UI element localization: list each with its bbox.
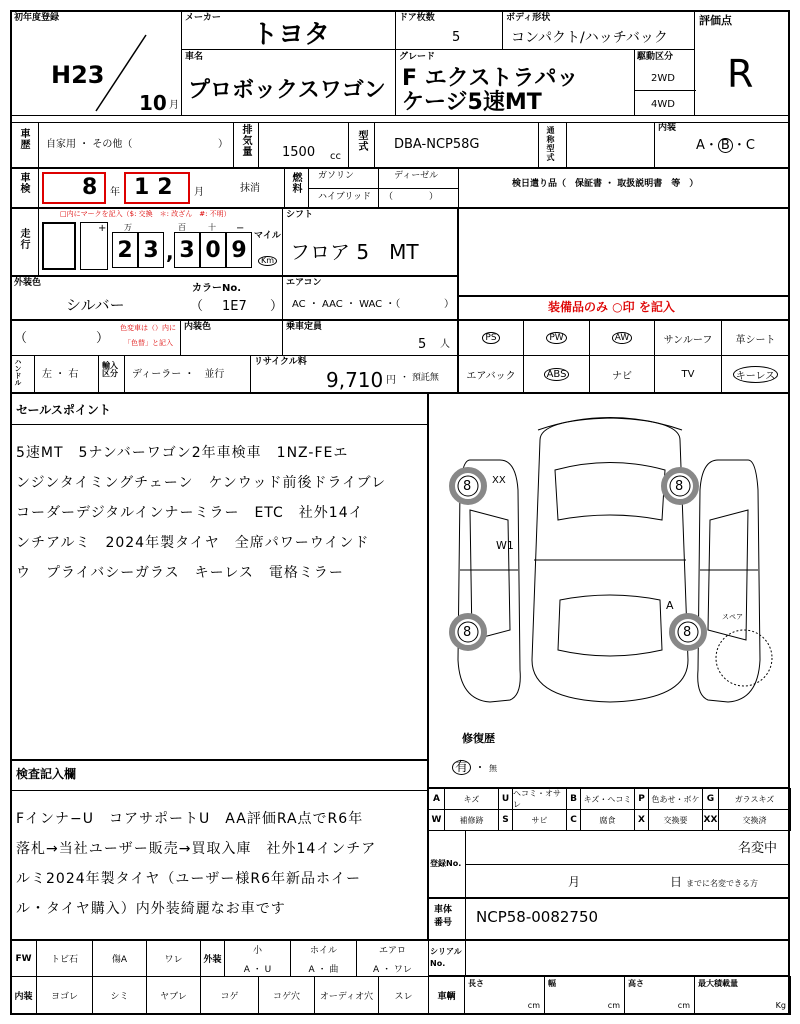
doors-value: 5 [452,30,461,45]
equip-abs: ABS [523,355,590,393]
equip-keyless: キーレス [721,355,790,393]
mark-a: A [666,599,674,612]
year-unit: 年 [110,187,120,198]
ac-close: ） [444,299,454,310]
comma: , [166,240,174,264]
ac-value: AC ・ AAC ・ WAC ・（ [292,299,401,310]
int-cell-shimi: シミ [92,976,147,1015]
sales-line-1: 5速MT 5ナンバーワゴン2年車検車 1NZ-FEエ [16,445,349,461]
sales-line-3: コーダーデジタルインナーミラー ETC 社外14イ [16,505,364,521]
notes-line-3: ルミ2024年製タイヤ（ユーザー様R6年新品ホイー [16,871,361,887]
note-red-2: 「色替」と記入 [124,339,173,347]
erased: 抹消 [240,183,260,194]
fuel-label: 燃料 [290,172,301,194]
int-paren-open: （ [14,331,28,346]
drive-4wd: 4WD [651,99,675,110]
int-cell-size_label: 車輌 [428,976,465,1015]
displacement-value: 1500 [282,145,316,160]
minus-mark: − [236,223,245,234]
equip-tv: TV [654,355,722,393]
int-color-label: 内装色 [184,322,212,332]
interior-label: 内装 [658,123,677,133]
body-value: コンパクト/ハッチバック [511,30,668,46]
int-cell-koge: コゲ [200,976,259,1015]
int-cell-audio: オーディオ穴 [314,976,379,1015]
handle-label: ハンドル [14,358,22,386]
legend-cell: S [498,809,513,831]
size-cell-width [544,976,625,1015]
tire-rear-left: 8 [463,625,472,640]
color-no-open: （ [190,299,204,314]
fw-cell-aero [356,940,429,977]
month-unit: 月 [169,100,179,111]
legend-cell: 補修跡 [444,809,499,831]
bottom-fw-row [10,940,428,976]
fw-cell-options: A ・ U [243,964,272,975]
size-cell-load [694,976,791,1015]
int-cell-yabure: ヤブレ [146,976,201,1015]
man-unit: 万 [124,223,132,232]
mileage-digit-1: 2 [112,232,138,268]
docs-title: 検日遣り品（ 保証書 ・ 取扱説明書 等 ） [512,179,699,189]
mileage-note: □内にマークを記入（$: 交換 ＊: 改ざん #: 不明） [60,210,231,218]
mileage-digit-5: 9 [226,232,252,268]
size-label: 高さ [628,979,644,988]
int-cell-label: 内装 [10,976,37,1015]
inspection-notes-text [16,804,426,924]
legend-cell: 交換済 [718,809,791,831]
score-cell [694,10,790,116]
legend-cell: 腐食 [580,809,635,831]
equip-leather: 革シート [721,320,790,356]
maker-cell [181,10,396,50]
legend-cell: W [428,809,445,831]
fw-cell-ware: ワレ [146,940,201,977]
first-reg-month: 10 [139,91,167,115]
jyu-unit: 十 [208,223,216,232]
legend-cell: ヘコミ・オサレ [512,788,567,810]
notes-line-2: 落札→当社ユーザー販売→買取入庫 社外14インチア [16,841,377,857]
fw-cell-title: エアロ [378,945,406,956]
usage-close: ） [218,139,228,150]
history-label: 車歴 [18,128,29,150]
mileage-digit-2: 3 [138,232,164,268]
maker-value: トヨタ [252,20,331,50]
mileage-digit-4: 0 [200,232,226,268]
chassis-label: 車体番号 [434,905,453,928]
usage-value: 自家用 ・ その他（ [46,139,133,150]
drive-2wd: 2WD [651,73,675,84]
sales-points-title: セールスポイント [16,403,111,417]
serial-box [428,940,790,976]
size-label: 最大積載量 [698,979,738,988]
sales-line-5: ウ プライバシーガラス キーレス 電格ミラー [16,565,344,581]
mark-xx: XX [492,475,506,486]
bottom-interior-row [10,976,790,1015]
import-label: 輸入区分 [102,361,118,378]
first-reg-year: H23 [51,61,105,89]
legend-cell: キズ [444,788,499,810]
mileage-digit-3: 3 [174,232,200,268]
damage-legend [428,788,790,830]
body-label: ボディ形状 [506,13,551,23]
spare-label: スペア [722,613,743,621]
maker-label: メーカー [185,13,221,23]
equip-sunroof: サンルーフ [654,320,722,356]
legend-cell: サビ [512,809,567,831]
registration-label: 登録No. [430,859,462,868]
tire-front-left: 8 [463,479,472,494]
fw-cell-title: 小 [252,945,262,956]
car-diagram [430,400,788,720]
legend-cell: G [702,788,719,810]
grade-label: グレード [399,52,436,62]
legend-cell: XX [702,809,719,831]
legend-cell: C [566,809,581,831]
size-label: 幅 [548,979,556,988]
sales-line-2: ンジンタイミングチェーン ケンウッド前後ドライブレ [16,475,387,491]
fw-cell-title: ホイル [309,945,337,956]
legend-cell: ガラスキズ [718,788,791,810]
legend-cell: 交換要 [648,809,703,831]
inspection-year: 8 [82,175,98,200]
doors-label: ドア枚数 [399,13,435,23]
legend-cell: 色あせ・ボケ [648,788,703,810]
doors-cell [395,10,503,50]
ext-color-label: 外装色 [14,278,42,288]
sales-line-4: ンチアルミ 2024年製タイヤ 全席パワーウインド [16,535,370,551]
equip-pw: PW [523,320,590,356]
inspection-label: 車検 [18,172,29,194]
reg-deadline: までに名変できる方 [686,879,758,888]
import-value: ディーラー ・ 並行 [132,369,225,380]
hyaku-unit: 百 [178,223,186,232]
int-cell-sure: スレ [378,976,429,1015]
yen-unit: 円 [386,375,396,386]
tire-rear-right: 8 [683,625,692,640]
reg-day: 日 [670,875,683,889]
fw-cell-fw: FW [10,940,37,977]
grade-line1: F エクストラパッ [402,66,579,91]
ext-color-value: シルバー [66,296,125,314]
body-type-cell [502,10,695,50]
fuel-gas: ガソリン [318,171,355,181]
size-unit: cm [527,1001,540,1010]
mileage-label: 走行 [18,228,29,250]
reg-month: 月 [568,875,581,889]
equip-ps: PS [458,320,524,356]
drive-label: 駆動区分 [637,52,674,62]
mile-unit: マイル [254,231,281,241]
first-reg-label: 初年度登録 [14,13,60,23]
int-cell-yogore: ヨゴレ [36,976,93,1015]
seats-label: 乗車定員 [286,322,323,332]
type-label: 型式 [356,130,367,152]
car-name-value: プロボックスワゴン [188,78,386,103]
interior-grade: A・ B ・C [696,138,755,153]
size-unit: Kg [775,1001,786,1010]
seats-unit: 人 [440,339,450,350]
model-code: DBA-NCP58G [394,137,480,152]
score-label: 評価点 [699,14,732,27]
interior-color-row [10,320,458,356]
plus-mark: + [98,223,107,234]
equip-note: 装備品のみ ○印 を記入 [548,300,675,314]
recycle-value: 9,710 [326,368,384,392]
handle-side: 左 ・ 右 [42,369,79,380]
meihen-label: 名変中 [738,841,778,856]
fw-cell-options: A ・ ワレ [373,964,412,975]
fw-cell-small [224,940,291,977]
fuel-diesel: ディーゼル [394,171,439,181]
notes-line-1: Fインナ−U コアサポートU AA評価RA点でR6年 [16,811,364,827]
size-unit: cm [677,1001,690,1010]
score-value: R [727,52,754,96]
km-unit: Km [258,256,277,266]
tire-front-right: 8 [675,479,684,494]
repair-label: 修復歴 [462,732,495,745]
equip-airbag: エアバック [458,355,524,393]
shift-value: フロア 5 MT [290,240,419,264]
fuel-other: （ ） [384,192,439,202]
color-no-label: カラーNo. [192,283,242,294]
equip-aw: AW [589,320,655,356]
fw-cell-kizu: 傷A [92,940,147,977]
seats-value: 5 [418,337,427,352]
car-name-label: 車名 [185,52,204,62]
car-name-cell [181,49,396,116]
serial-label: シリアルNo. [430,947,462,968]
legend-cell: P [634,788,649,810]
fuel-hybrid: ハイブリッド [318,192,372,202]
shift-label: シフト [286,210,314,220]
chassis-number: NCP58-0082750 [476,908,599,926]
note-red-1: 色変車は（）内に [120,324,176,332]
mark-w1: W1 [496,539,514,552]
color-no-close: ） [270,299,284,314]
fw-cell-tobi: トビ石 [36,940,93,977]
common-type-label: 通称型式 [546,126,555,162]
ac-label: エアコン [286,278,322,288]
legend-cell: X [634,809,649,831]
grade-line2: ケージ5速MT [402,90,542,115]
deposit: ・ 預託無 [400,373,439,383]
size-unit: cm [607,1001,620,1010]
legend-cell: A [428,788,445,810]
fw-cell-gaisou: 外装 [200,940,225,977]
fw-cell-options: A ・ 曲 [308,964,339,975]
inspection-month: 12 [134,175,181,200]
disp-label: 排気量 [240,124,251,157]
inspection-notes-title: 検査記入欄 [16,767,77,781]
int-cell-kogeana: コゲ穴 [258,976,315,1015]
size-cell-height [624,976,695,1015]
sales-points-text [16,438,426,588]
drive-cell [634,49,695,116]
equip-navi: ナビ [589,355,655,393]
legend-cell: キズ・ヘコミ [580,788,635,810]
legend-cell: B [566,788,581,810]
first-registration-cell [10,10,182,116]
recycle-label: リサイクル料 [254,357,307,367]
fw-cell-wheel [290,940,357,977]
size-cell-length [464,976,545,1015]
int-paren-close: ） [96,331,110,346]
legend-cell: U [498,788,513,810]
cc-unit: cc [330,151,341,162]
notes-line-4: ル・タイヤ購入）内外装綺麗なお車です [16,901,286,917]
month-unit-2: 月 [194,187,204,198]
mileage-lead-box [42,222,76,270]
color-no-value: 1E7 [222,299,247,314]
size-label: 長さ [468,979,484,988]
repair-value: 有 ・ 無 [452,760,497,775]
grade-cell [395,49,635,116]
